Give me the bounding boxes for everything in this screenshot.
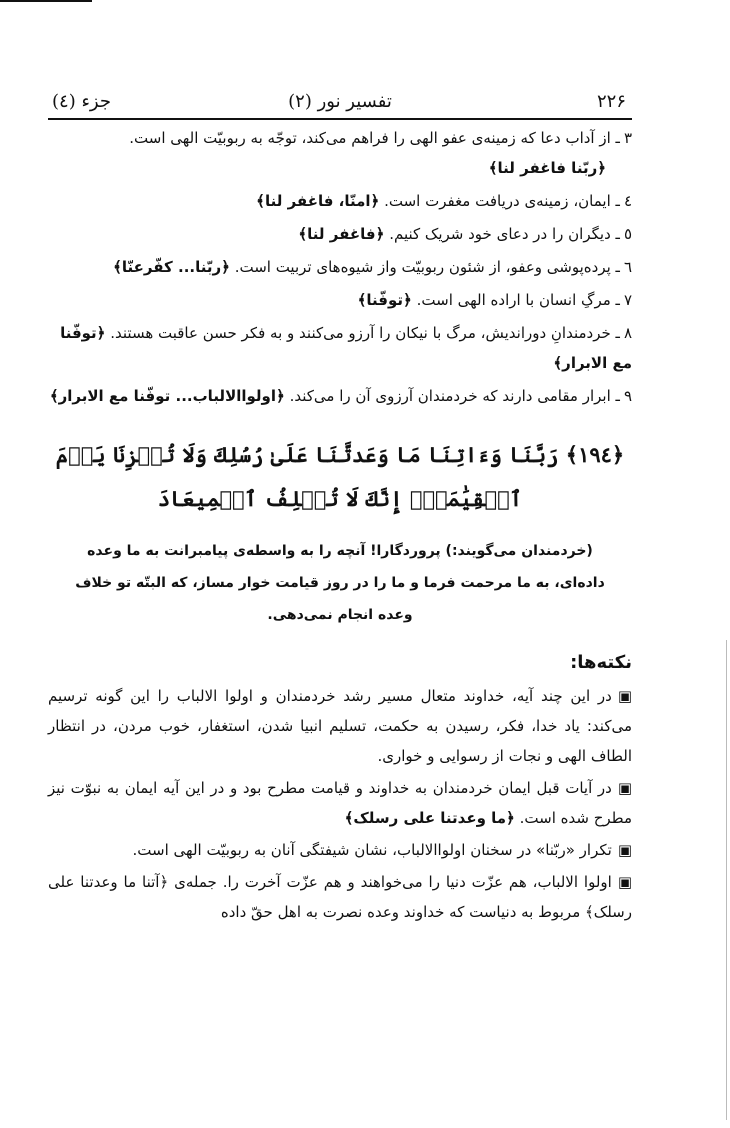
- verse-translation: (خردمندان می‌گویند:) پروردگارا! آنچه را به واسطه‌ی پیامبرانت به ما وعده داده‌ای، به ما مرحمت فرما و ما را در روز قیامت خوار مساز، که البتّه تو خلاف وعده انجام نمی‌دهی.: [75, 543, 605, 623]
- scan-edge-line: [726, 640, 727, 1120]
- list-item: [48, 186, 632, 216]
- list-item: [48, 123, 632, 183]
- verse-text: رَبَّنَا وَءَاتِنَا مَا وَعَدتَّنَا عَلَىٰ رُسُلِكَ وَلَا تُخۡزِنَا يَوۡمَ ٱلۡقِيَٰمَةِۗ إِنَّكَ لَا تُخۡلِفُ ٱلۡمِيعَادَ: [55, 442, 559, 511]
- item-quote: ﴿توفّنا مع الابرار﴾: [60, 324, 632, 372]
- item-number: ٥: [623, 225, 632, 243]
- note-quote: ﴿ما وعدتنا علی رسلک﴾: [344, 809, 515, 827]
- item-number: ۷: [623, 291, 632, 309]
- book-title: تفسیر نور (۲): [288, 91, 392, 112]
- scan-corner-mark: [0, 0, 92, 2]
- item-text: ـ دیگران را در دعای خود شریک کنیم.: [389, 225, 620, 243]
- list-item: [48, 219, 632, 249]
- list-item: [48, 252, 632, 282]
- item-quote: ﴿ربّنا... کفّرعنّا﴾: [113, 258, 230, 276]
- note-text: در این چند آیه، خداوند متعال مسیر رشد خردمندان و اولوا الالباب را این گونه ترسیم می‌کند: یاد خدا، فکر، رسیدن به حکمت، تسلیم انبیا شدن، استغفار، خوب مردن، در انتظار الطاف الهی و نجات از رسوایی و خواری.: [48, 687, 632, 765]
- note-item: [48, 867, 632, 927]
- item-number: ٦: [623, 258, 632, 276]
- item-text: ـ ایمان، زمینه‌ی دریافت مغفرت است.: [384, 192, 620, 210]
- note-bullet-icon: ▣: [617, 687, 632, 705]
- item-quote: ﴿توفّنا﴾: [357, 291, 412, 309]
- item-text: ـ ابرار مقامی دارند که خردمندان آرزوی آن را می‌کند.: [289, 387, 620, 405]
- item-text: ـ مرگِ انسان با اراده الهی است.: [416, 291, 620, 309]
- item-quote: ﴿فاغفر لنا﴾: [298, 225, 385, 243]
- book-page: [48, 80, 632, 927]
- page-header: [48, 80, 632, 120]
- note-bullet-icon: ▣: [617, 779, 632, 797]
- verse-number: ﴿١٩٤﴾: [565, 442, 625, 467]
- note-item: [48, 773, 632, 833]
- note-item: [48, 835, 632, 865]
- page-number: ۲۲۶: [596, 91, 626, 112]
- note-item: [48, 681, 632, 771]
- item-text: ـ پرده‌پوشی وعفو، از شئون ربوبیّت واز شیوه‌های تربیت است.: [234, 258, 620, 276]
- list-item: [48, 381, 632, 411]
- item-quote: ﴿ربّنا فاغفر لنا﴾: [488, 159, 606, 177]
- note-text: اولوا الالباب، هم عزّت دنیا را می‌خواهند و هم عزّت آخرت را. جمله‌ی ﴿آتنا ما وعدتنا علی رسلک﴾ مربوط به دنیاست که خداوند وعده نصرت به اهل حقّ داده: [48, 873, 632, 921]
- item-number: ٤: [623, 192, 632, 210]
- list-item: [48, 285, 632, 315]
- part-label: جزء (٤): [52, 91, 111, 112]
- note-text: در آیات قبل ایمان خردمندان به خداوند و قیامت مطرح بود و در این آیه ایمان به نبوّت نیز مطرح شده است.: [48, 779, 632, 827]
- note-bullet-icon: ▣: [617, 873, 632, 891]
- item-number: ۸: [623, 324, 632, 342]
- notes-heading: نکته‌ها:: [570, 652, 632, 673]
- quran-verse: [48, 433, 632, 521]
- list-item: [48, 318, 632, 378]
- item-number: ۹: [623, 387, 632, 405]
- item-quote: ﴿اولواالالباب... توفّنا مع الابرار﴾: [49, 387, 285, 405]
- note-text: تکرار «ربّنا» در سخنان اولواالالباب، نشان شیفتگی آنان به ربوبیّت الهی است.: [132, 841, 612, 859]
- item-text: ـ خردمندانِ دوراندیش، مرگ با نیکان را آرزو می‌کنند و به فکر حسن عاقبت هستند.: [110, 324, 620, 342]
- item-number: ۳: [623, 129, 632, 147]
- item-quote: ﴿امنّا، فاغفر لنا﴾: [256, 192, 380, 210]
- item-text: ـ از آداب دعا که زمینه‌ی عفو الهی را فراهم می‌کند، توجّه به ربوبیّت الهی است.: [129, 129, 620, 147]
- note-bullet-icon: ▣: [617, 841, 632, 859]
